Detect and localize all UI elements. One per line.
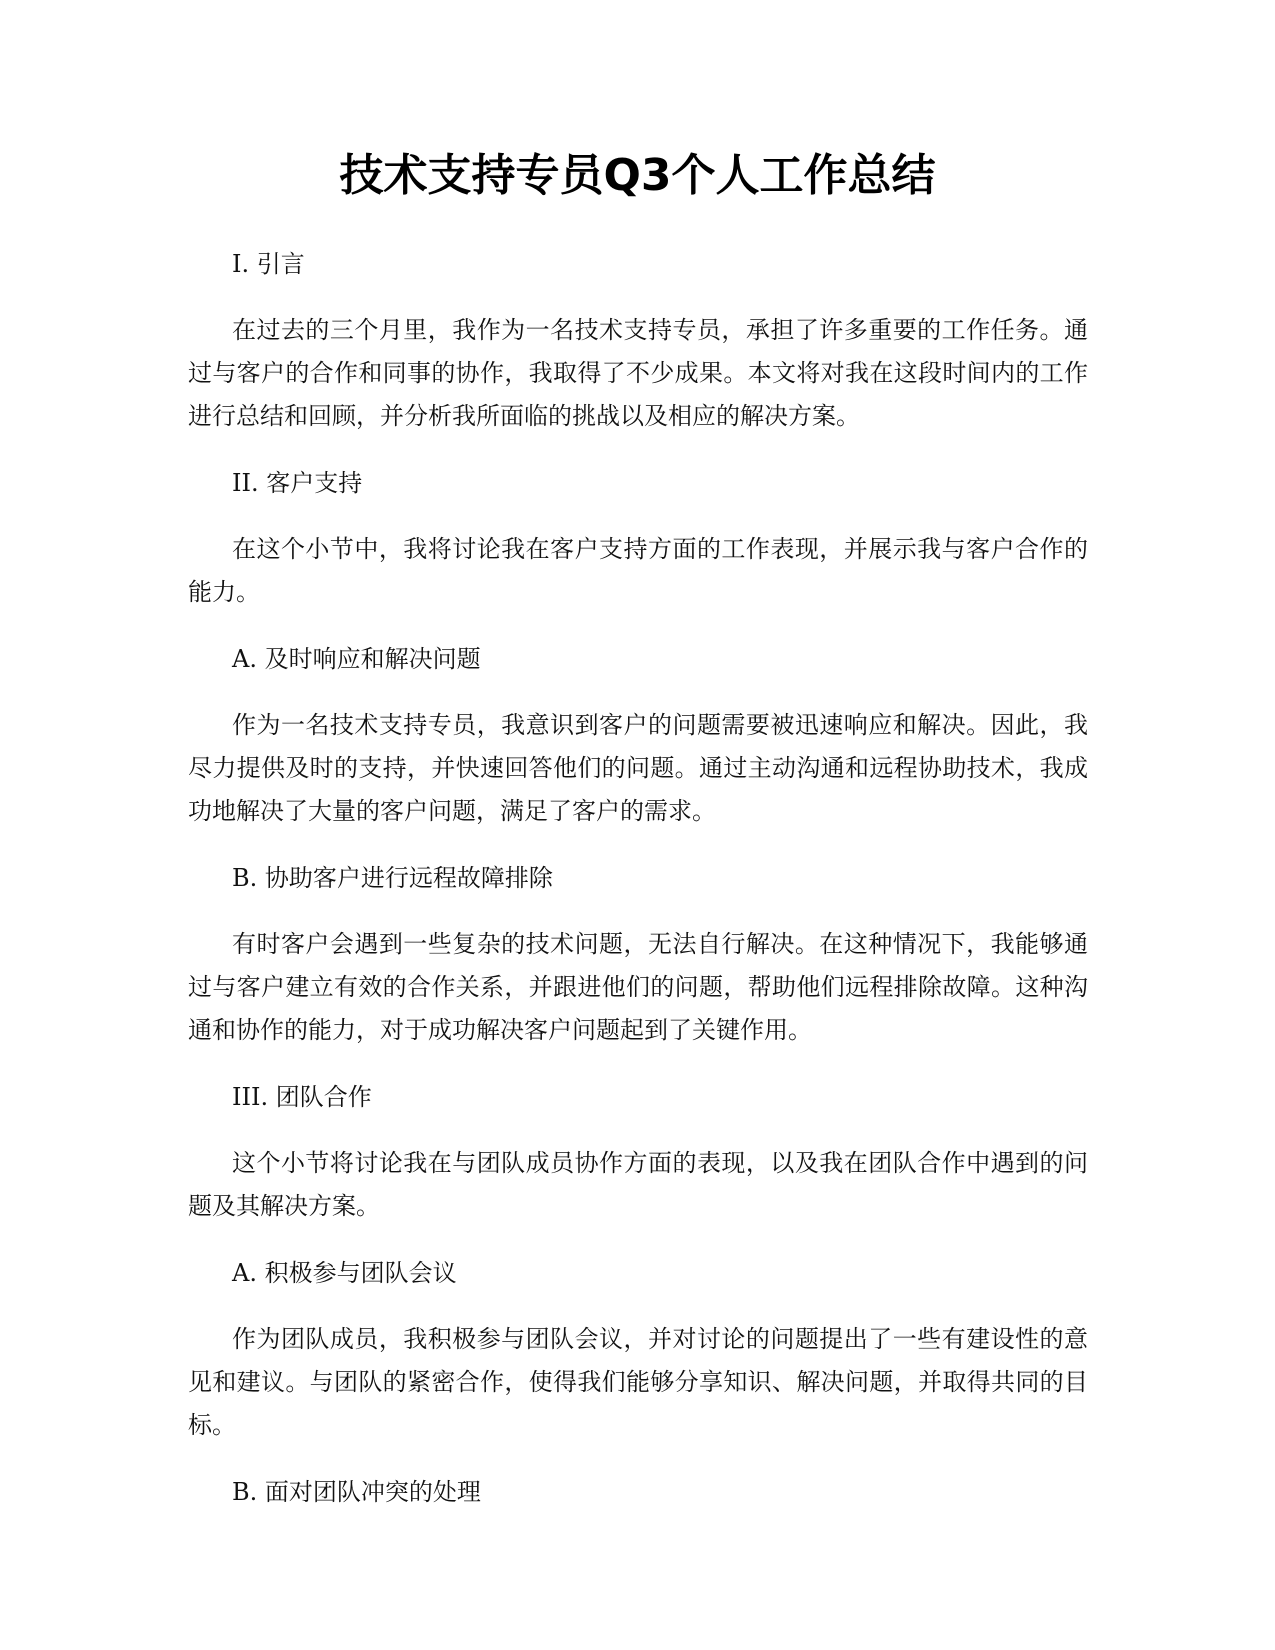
section-heading-customer-support: II. 客户支持 [232, 469, 363, 497]
subsection-heading-team-conflict: B. 面对团队冲突的处理 [232, 1478, 481, 1506]
subsection-paragraph-remote-troubleshooting: 有时客户会遇到一些复杂的技术问题，无法自行解决。在这种情况下，我能够通过与客户建立有效的合作关系，并跟进他们的问题，帮助他们远程排除故障。这种沟通和协作的能力，对于成功解决客户问题起到了关键作用。 [188, 930, 1088, 1044]
section-heading-introduction: I. 引言 [232, 250, 305, 278]
section-paragraph-teamwork: 这个小节将讨论我在与团队成员协作方面的表现，以及我在团队合作中遇到的问题及其解决方案。 [188, 1149, 1088, 1220]
section-heading-teamwork: III. 团队合作 [232, 1083, 372, 1111]
subsection-heading-remote-troubleshooting: B. 协助客户进行远程故障排除 [232, 864, 553, 892]
document-title: 技术支持专员Q3个人工作总结 [339, 150, 936, 201]
section-paragraph-introduction: 在过去的三个月里，我作为一名技术支持专员，承担了许多重要的工作任务。通过与客户的合作和同事的协作，我取得了不少成果。本文将对我在这段时间内的工作进行总结和回顾，并分析我所面临的挑战以及相应的解决方案。 [188, 316, 1088, 430]
subsection-heading-timely-response: A. 及时响应和解决问题 [232, 645, 481, 673]
subsection-heading-team-meetings: A. 积极参与团队会议 [232, 1259, 457, 1287]
subsection-paragraph-team-meetings: 作为团队成员，我积极参与团队会议，并对讨论的问题提出了一些有建设性的意见和建议。与团队的紧密合作，使得我们能够分享知识、解决问题，并取得共同的目标。 [188, 1325, 1088, 1439]
subsection-paragraph-timely-response: 作为一名技术支持专员，我意识到客户的问题需要被迅速响应和解决。因此，我尽力提供及时的支持，并快速回答他们的问题。通过主动沟通和远程协助技术，我成功地解决了大量的客户问题，满足了客户的需求。 [188, 711, 1088, 825]
section-paragraph-customer-support: 在这个小节中，我将讨论我在客户支持方面的工作表现，并展示我与客户合作的能力。 [188, 535, 1088, 606]
document-body [188, 243, 1088, 1537]
